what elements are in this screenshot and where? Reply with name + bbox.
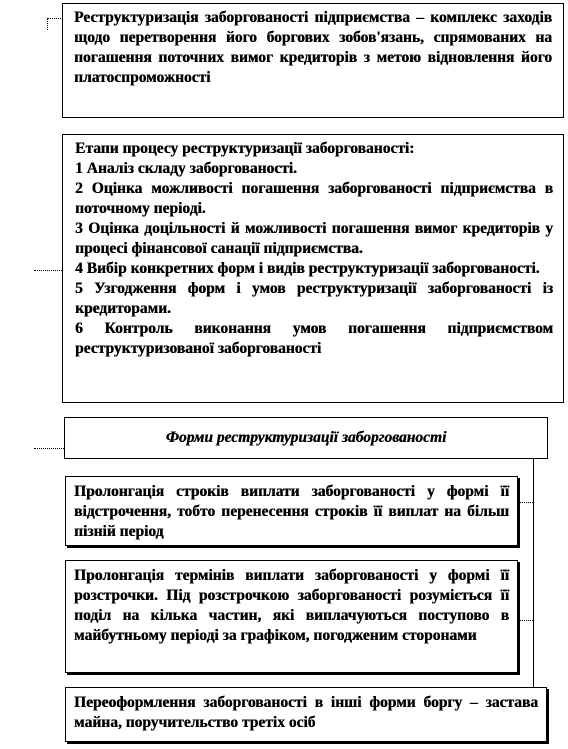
stages-title: Етапи процесу реструктуризації заборгованості: [75, 140, 415, 157]
form-item-box-2 [65, 560, 518, 673]
form-item-1: Пролонгація строків виплати заборгованості у формі її відстрочення, тобто перенесення строків її виплат на більш пізній період [74, 483, 509, 540]
definition-box [62, 3, 564, 118]
stages-box [62, 134, 564, 403]
stage-item-5: 5 Узгодження форм і умов реструктуризації заборгованості із кредиторами. [75, 280, 553, 317]
right-bracket-line [533, 459, 534, 705]
stage-item-6: 6 Контроль виконання умов погашення підприємством реструктуризованої заборгованості [75, 320, 553, 357]
right-tick-2 [519, 620, 533, 621]
left-dotted-connector [47, 18, 48, 30]
forms-title: Форми реструктуризації заборгованості [165, 429, 447, 446]
form-item-box-3 [65, 687, 547, 742]
left-dotted-tick-stages [34, 270, 62, 271]
left-dotted-tick-forms [34, 448, 64, 449]
definition-text [74, 8, 552, 88]
stage-item-4: 4 Вибір конкретних форм і видів реструктуризації заборгованості. [75, 260, 540, 277]
left-dotted-tick-top [47, 18, 61, 19]
form-item-2: Пролонгація термінів виплати заборгованості у формі її розстрочки. Під розстрочкою заборгованості розуміється її поділ на кілька частин, які виплачуються поступово в майбутньому періоді за графіком, погодженим сторонами [74, 567, 509, 644]
form-item-3: Переоформлення заборгованості в інші форми боргу – застава майна, поручительство третіх осіб [74, 694, 538, 731]
stage-item-1: 1 Аналіз складу заборгованості. [75, 160, 297, 177]
stage-item-3: 3 Оцінка доцільності й можливості погашення вимог кредиторів у процесі фінансової санації підприємства. [75, 220, 553, 257]
definition-body: комплекс заходів щодо перетворення його боргових зобов'язань, спрямованих на погашення поточних вимог кредиторів з метою відновлення його платоспроможності [74, 9, 553, 86]
definition-term: Реструктуризація заборгованості підприємства [74, 9, 410, 26]
right-tick-1 [519, 502, 533, 503]
form-item-box-1 [65, 476, 518, 546]
stage-item-2: 2 Оцінка можливості погашення заборгованості підприємства в поточному періоді. [75, 180, 553, 217]
definition-dash: – [416, 9, 424, 26]
forms-title-box [64, 417, 548, 459]
